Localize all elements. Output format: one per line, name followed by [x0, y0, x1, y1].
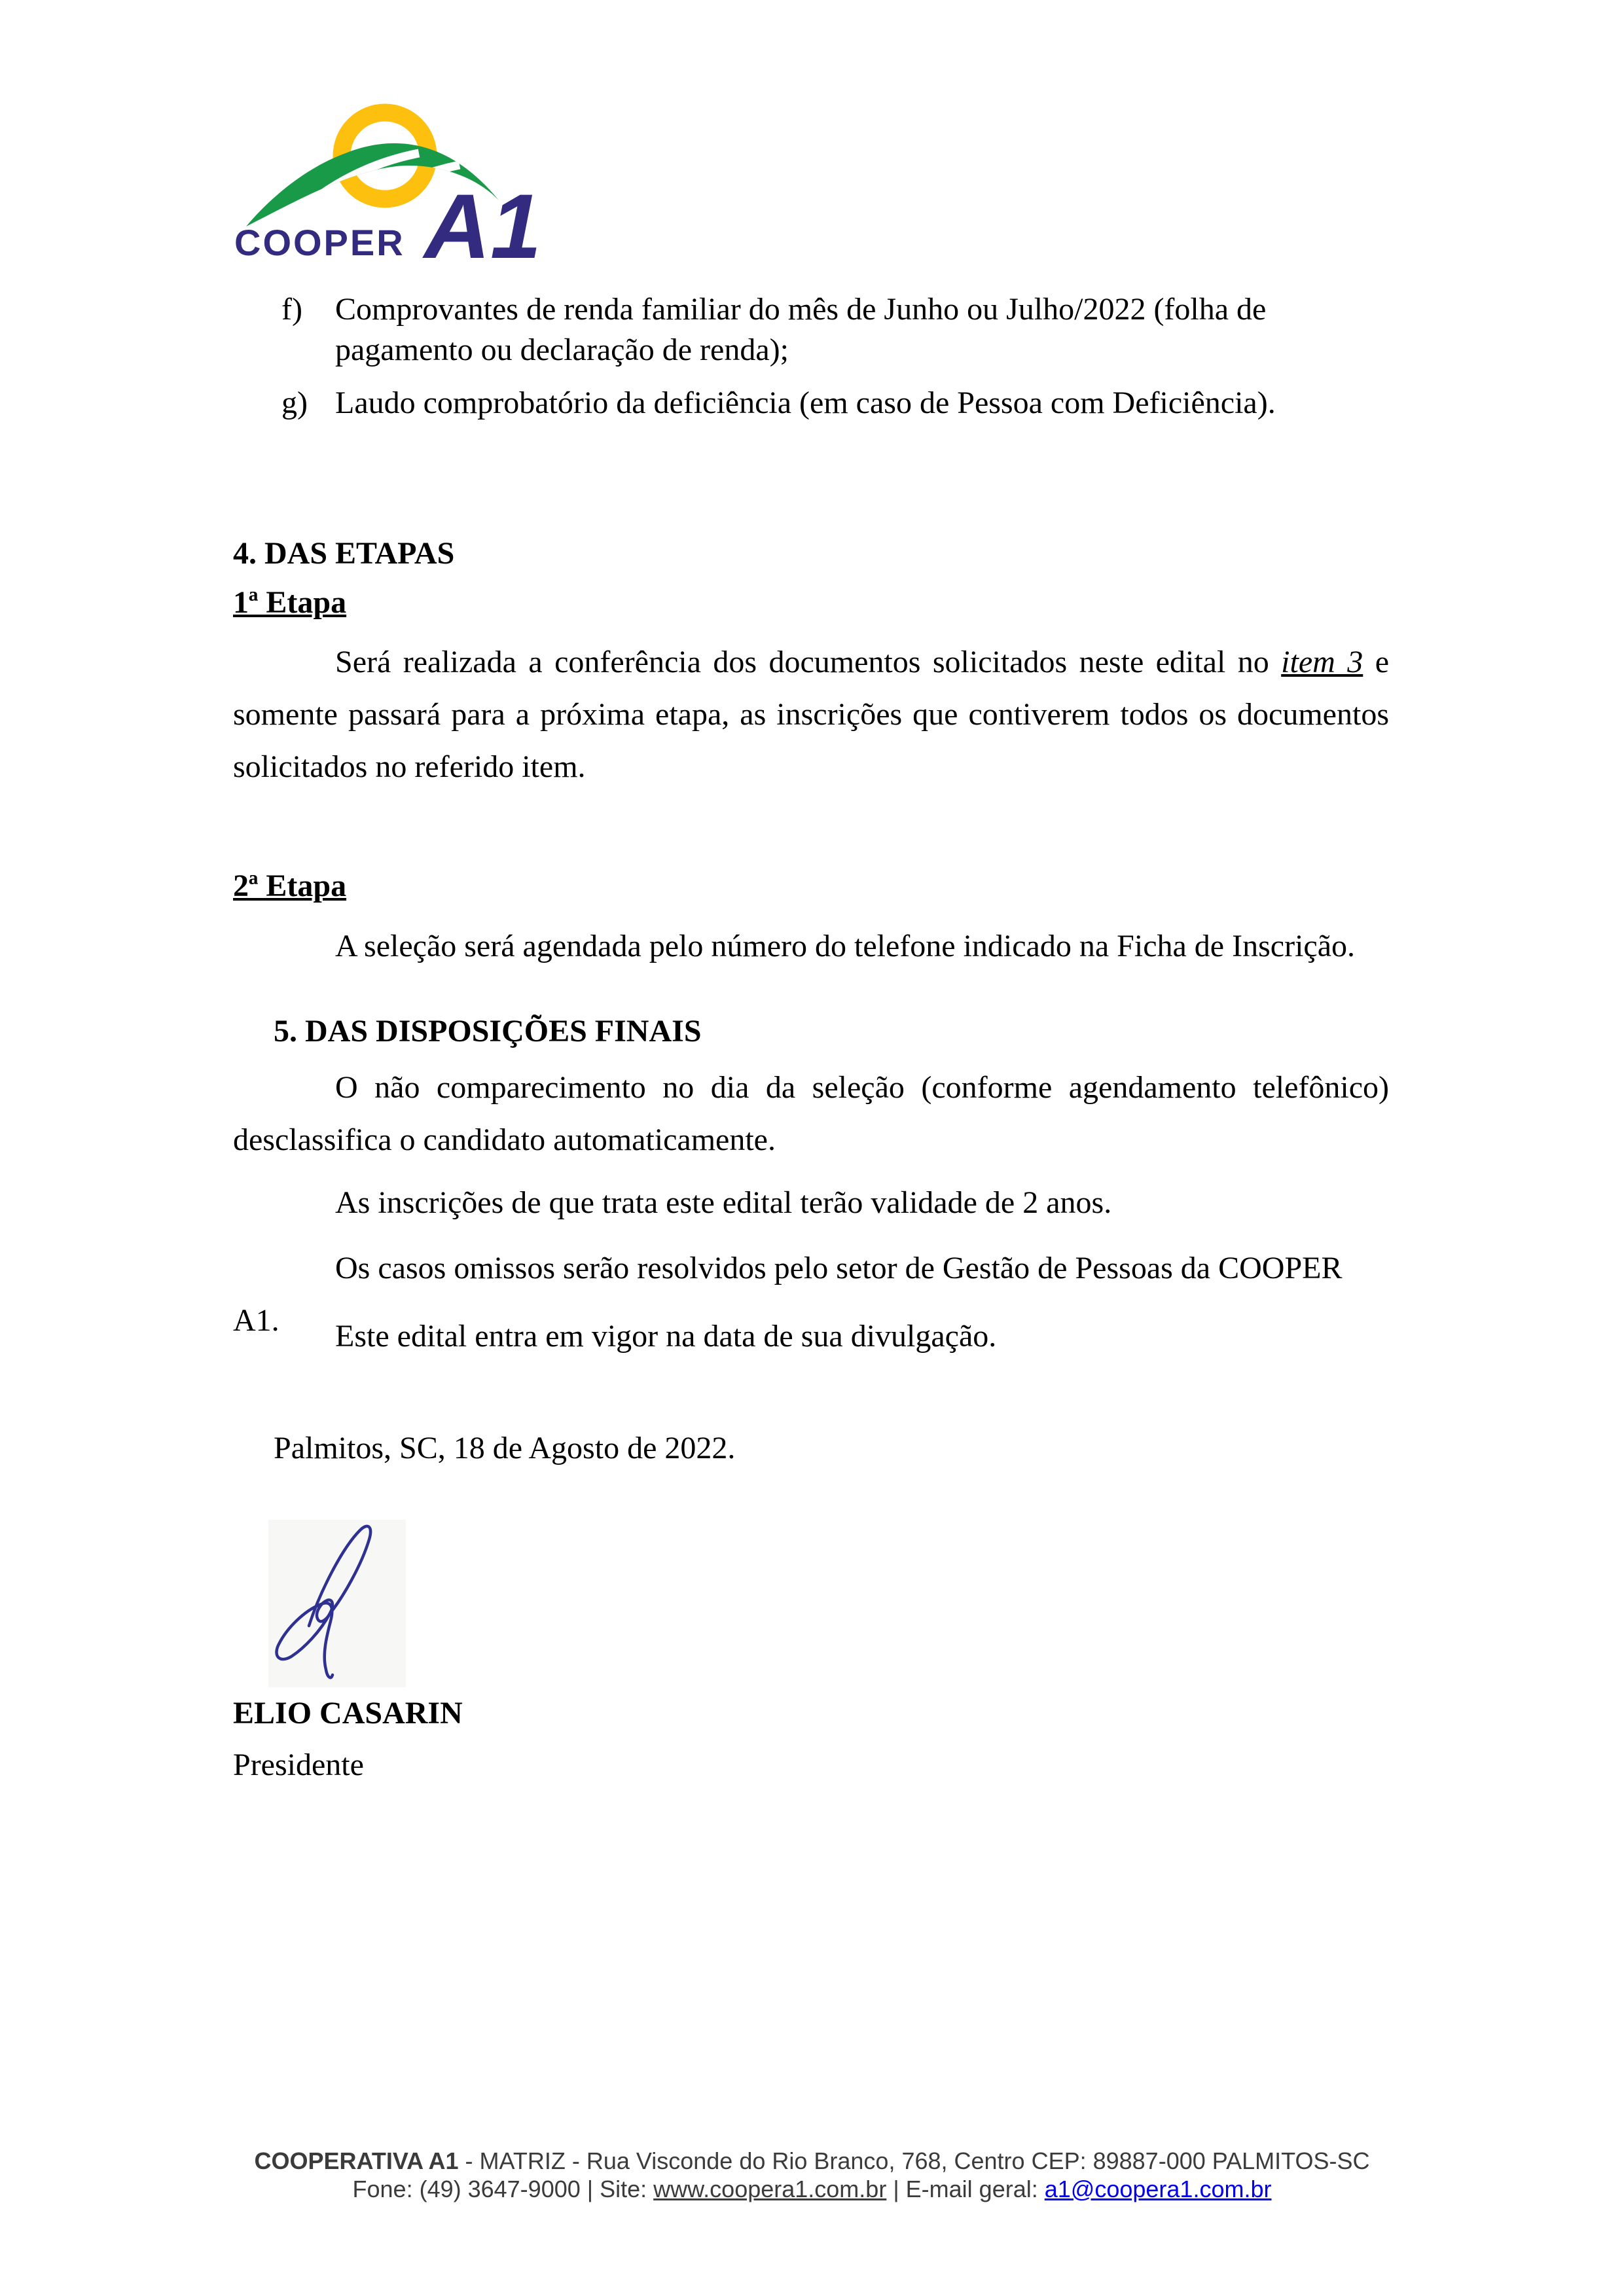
list-item-text: Comprovantes de renda familiar do mês de Junho ou Julho/2022 (folha de pagamento ou declaração de renda);: [335, 292, 1267, 367]
footer-contact-line: [0, 2175, 1624, 2203]
subheading-etapa-1: 1ª Etapa: [233, 585, 347, 620]
paragraph-etapa-1: [233, 636, 1389, 793]
footer-site-link[interactable]: www.coopera1.com.br: [653, 2176, 887, 2202]
dateline: Palmitos, SC, 18 de Agosto de 2022.: [274, 1431, 736, 1465]
paragraph-etapa-2: A seleção será agendada pelo número do telefone indicado na Ficha de Inscrição.: [335, 929, 1356, 963]
signature-strokes: [268, 1520, 406, 1687]
list-item-text: Laudo comprobatório da deficiência (em caso de Pessoa com Deficiência).: [335, 386, 1276, 420]
footer-email-link[interactable]: a1@coopera1.com.br: [1044, 2176, 1272, 2202]
list-item-label: f): [281, 292, 302, 327]
section-heading-disposicoes-finais: 5. DAS DISPOSIÇÕES FINAIS: [274, 1014, 702, 1049]
cooper-a1-logo-graphic: [234, 97, 537, 262]
footer-address-text: - MATRIZ - Rua Visconde do Rio Branco, 768, Centro CEP: 89887-000 PALMITOS-SC: [458, 2147, 1370, 2174]
footer-address-line: [0, 2147, 1624, 2175]
footer-org-name: COOPERATIVA A1: [254, 2147, 459, 2174]
item-3-reference: item 3: [1281, 645, 1363, 679]
signature-image: [268, 1520, 406, 1687]
paragraph-finais-1: O não comparecimento no dia da seleção (conforme agendamento telefônico) desclassifica o candidato automaticamente.: [233, 1070, 1389, 1157]
subheading-etapa-2: 2ª Etapa: [233, 869, 347, 903]
list-item: [281, 289, 1393, 370]
paragraph-text: Será realizada a conferência dos documentos solicitados neste edital no: [335, 645, 1282, 679]
footer-phone-text: Fone: (49) 3647-9000 | Site:: [352, 2176, 654, 2202]
paragraph-finais-4: Este edital entra em vigor na data de sua divulgação.: [335, 1319, 997, 1354]
signer-role: Presidente: [233, 1748, 364, 1782]
paragraph-finais-2: As inscrições de que trata este edital terão validade de 2 anos.: [335, 1185, 1112, 1220]
list-item-label: g): [281, 386, 308, 420]
footer-email-label: | E-mail geral:: [886, 2176, 1045, 2202]
section-heading-etapas: 4. DAS ETAPAS: [233, 536, 455, 571]
list-item: [281, 383, 1393, 423]
cooper-a1-logo: [234, 97, 537, 262]
logo-a1-text: A1: [424, 175, 537, 262]
paragraph-finais-3: Os casos omissos serão resolvidos pelo setor de Gestão de Pessoas da COOPER A1.: [233, 1251, 1343, 1338]
paragraph-text: e somente passará para a próxima etapa, as inscrições que contiverem todos os documentos solicitados no referido item.: [233, 645, 1389, 784]
signer-name: ELIO CASARIN: [233, 1696, 463, 1731]
logo-cooper-text: COOPER: [234, 222, 405, 262]
page-footer: [0, 2147, 1624, 2203]
